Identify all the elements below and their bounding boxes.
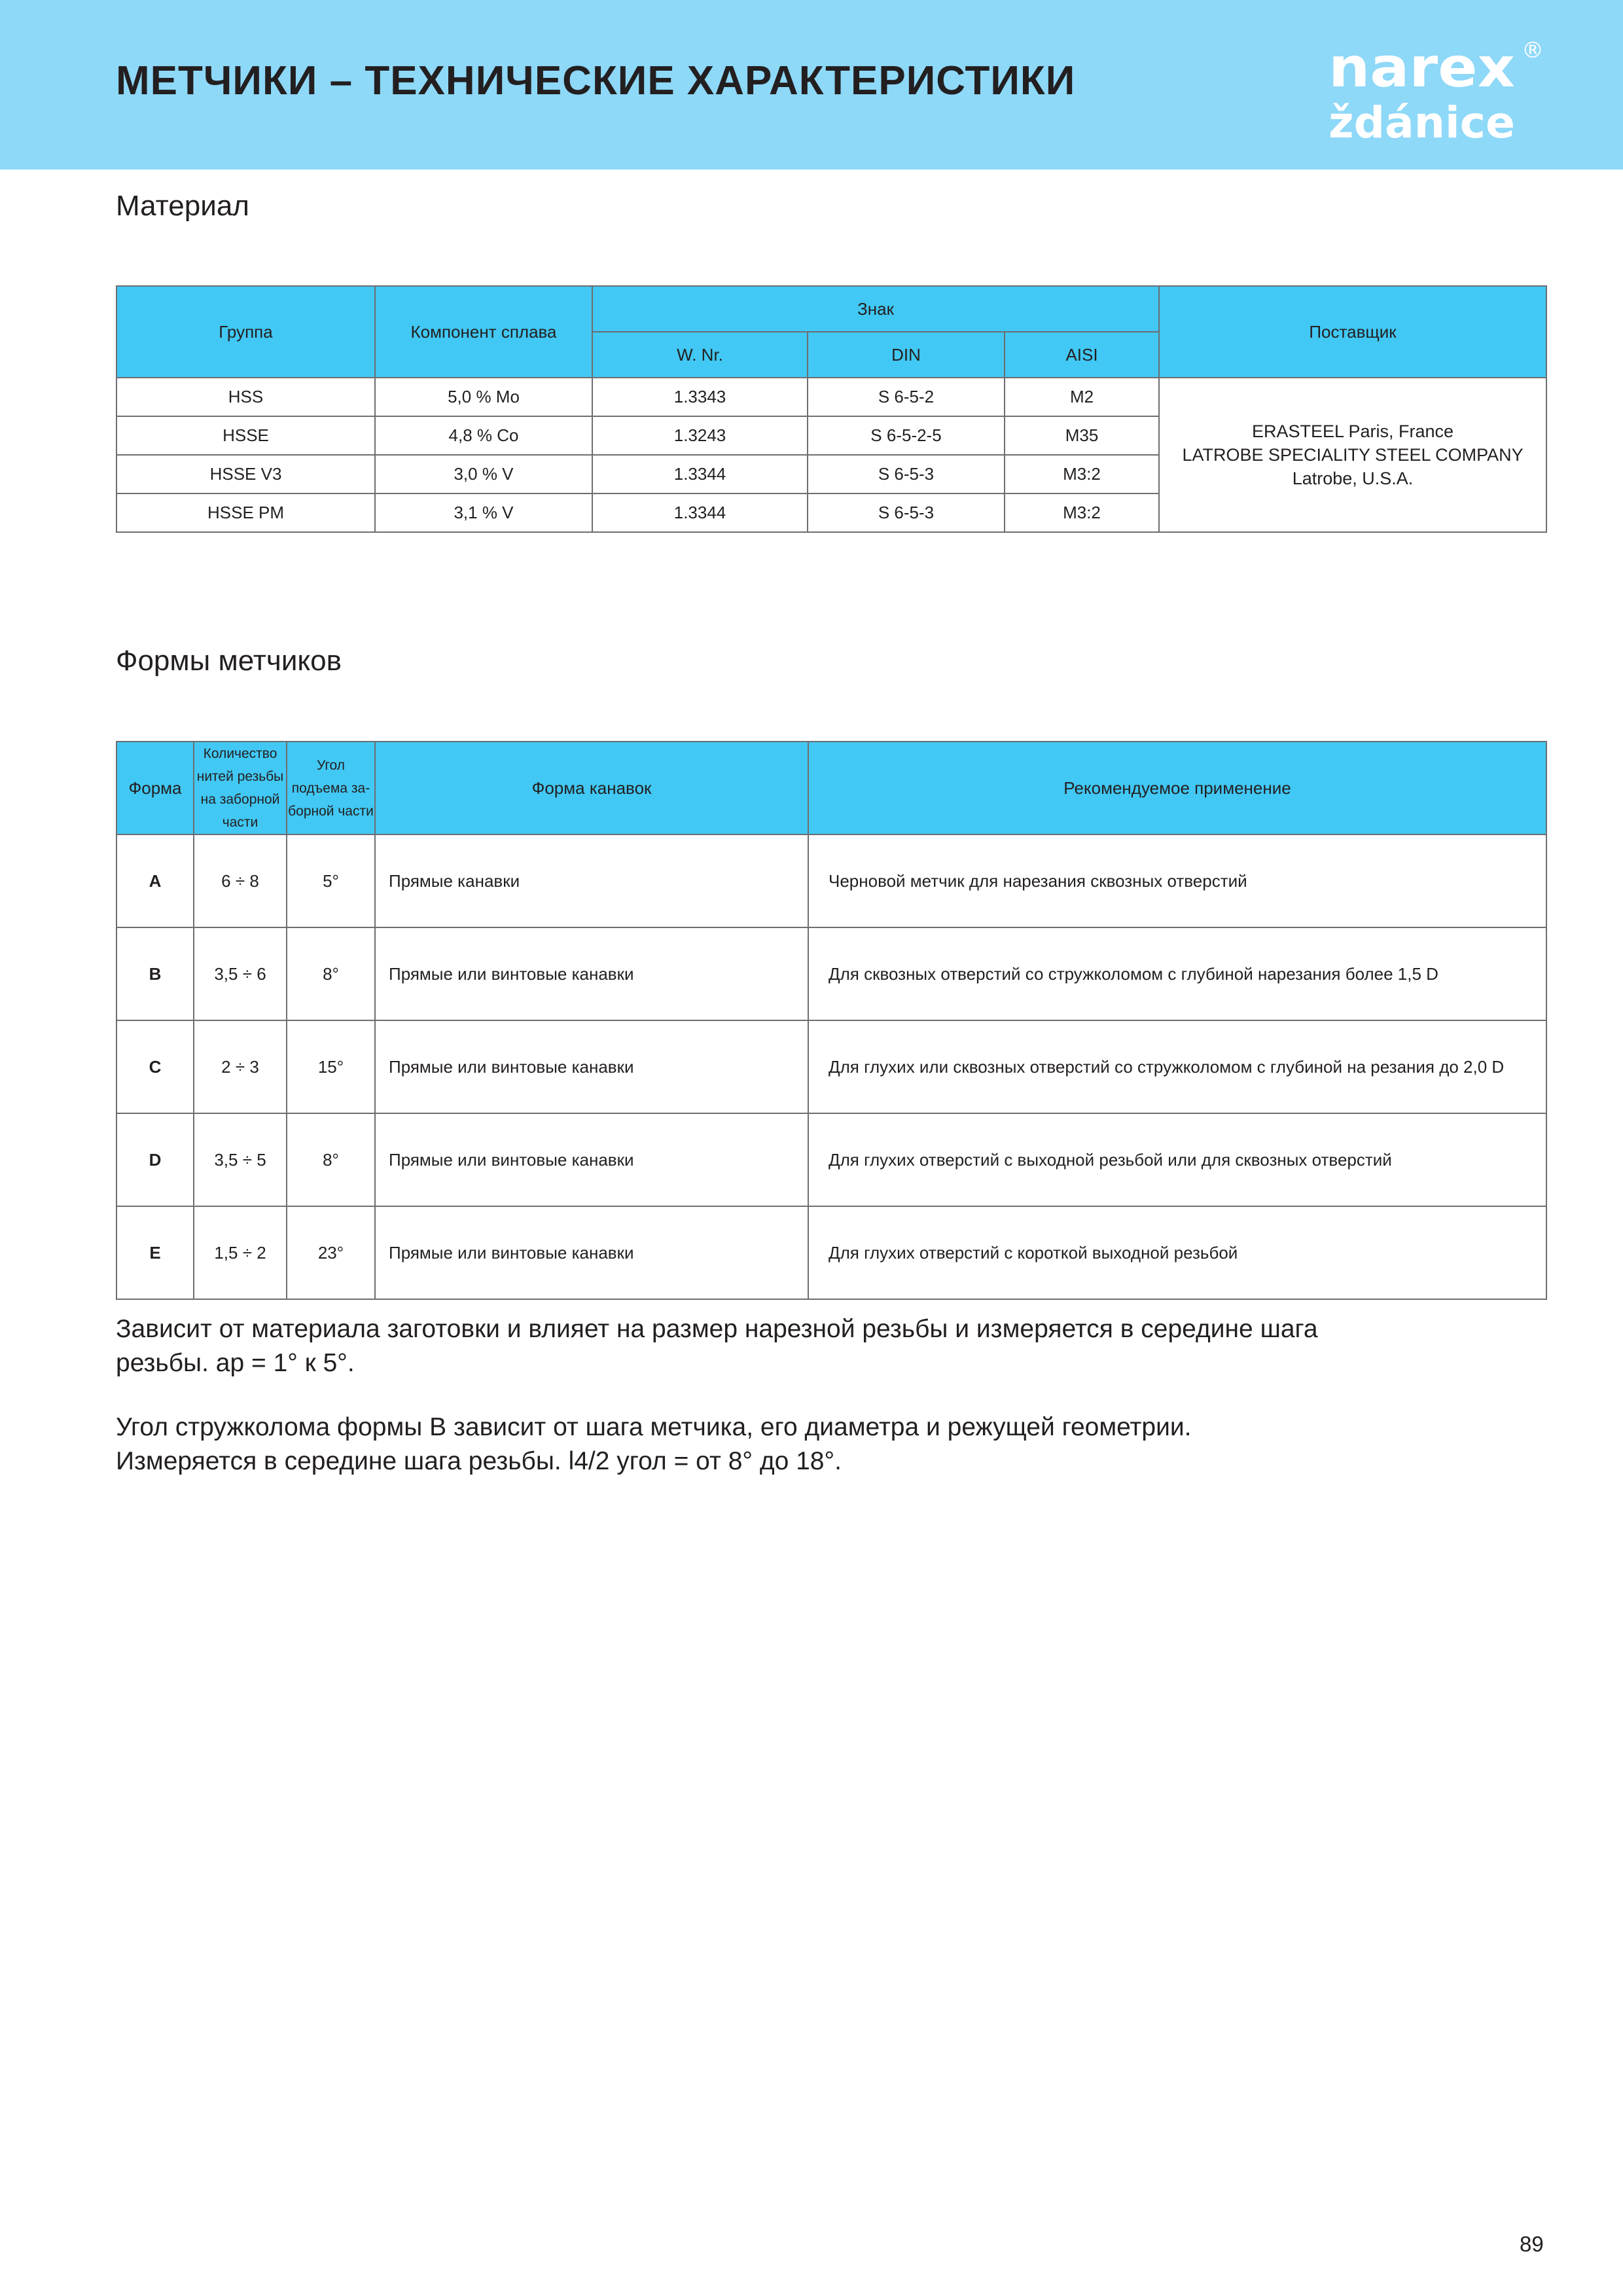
cell-angle: 15° <box>287 1020 375 1113</box>
note-line: Измеряется в середине шага резьбы. l4/2 угол = от 8° до 18°. <box>116 1447 842 1475</box>
logo-word-narex: narex <box>1329 35 1515 99</box>
cell-angle: 5° <box>287 834 375 927</box>
header-threads <box>194 742 287 834</box>
cell-angle: 8° <box>287 1113 375 1206</box>
supplier-line: ERASTEEL Paris, France <box>1251 422 1454 441</box>
note-line: Зависит от материала заготовки и влияет на размер нарезной резьбы и измеряется в середине шага <box>116 1315 1318 1343</box>
header-form: Форма <box>116 742 194 834</box>
cell-alloy: 3,0 % V <box>375 455 592 493</box>
table-row <box>116 1020 1546 1113</box>
header-usage: Рекомендуемое применение <box>808 742 1546 834</box>
header-mark: Знак <box>592 286 1159 332</box>
cell-usage: Для глухих или сквозных отверстий со стружколомом с глубиной на резания до 2,0 D <box>808 1020 1546 1113</box>
cell-wnr: 1.3344 <box>592 493 808 532</box>
cell-flute: Прямые или винтовые канавки <box>375 1206 808 1299</box>
table-row <box>116 378 1546 416</box>
cell-wnr: 1.3243 <box>592 416 808 455</box>
cell-usage: Для глухих отверстий с короткой выходной резьбой <box>808 1206 1546 1299</box>
header-threads-line: Количество <box>203 746 277 761</box>
table-row <box>116 1113 1546 1206</box>
header-angle-line: подъема за- <box>291 780 370 796</box>
header-angle-line: борной части <box>288 803 374 819</box>
cell-alloy: 5,0 % Mo <box>375 378 592 416</box>
header-supplier: Поставщик <box>1159 286 1546 378</box>
narex-zdanice-logo <box>1322 34 1544 145</box>
forms-table <box>116 741 1547 1300</box>
note-line: резьбы. ap = 1° к 5°. <box>116 1349 355 1377</box>
cell-usage: Для сквозных отверстий со стружколомом с глубиной нарезания более 1,5 D <box>808 927 1546 1020</box>
cell-usage: Черновой метчик для нарезания сквозных отверстий <box>808 834 1546 927</box>
header-threads-line: на заборной <box>200 792 280 807</box>
header-threads-line: нитей резьбы <box>196 769 284 784</box>
registered-mark: ® <box>1522 37 1544 63</box>
cell-din: S 6-5-2-5 <box>808 416 1005 455</box>
cell-wnr: 1.3343 <box>592 378 808 416</box>
cell-flute: Прямые или винтовые канавки <box>375 1113 808 1206</box>
table-row <box>116 1206 1546 1299</box>
header-angle <box>287 742 375 834</box>
header-aisi: AISI <box>1005 332 1159 378</box>
section-title-forms: Формы метчиков <box>116 645 342 677</box>
cell-threads: 6 ÷ 8 <box>194 834 287 927</box>
cell-group: HSSE <box>116 416 375 455</box>
cell-din: S 6-5-3 <box>808 493 1005 532</box>
note-paragraph <box>116 1410 1191 1479</box>
cell-form: D <box>116 1113 194 1206</box>
section-title-material: Материал <box>116 190 249 222</box>
cell-angle: 23° <box>287 1206 375 1299</box>
cell-group: HSS <box>116 378 375 416</box>
cell-group: HSSE PM <box>116 493 375 532</box>
cell-threads: 2 ÷ 3 <box>194 1020 287 1113</box>
header-flute: Форма канавок <box>375 742 808 834</box>
cell-aisi: M3:2 <box>1005 455 1159 493</box>
cell-alloy: 3,1 % V <box>375 493 592 532</box>
table-row <box>116 834 1546 927</box>
header-wnr: W. Nr. <box>592 332 808 378</box>
cell-form: B <box>116 927 194 1020</box>
page-title: МЕТЧИКИ – ТЕХНИЧЕСКИЕ ХАРАКТЕРИСТИКИ <box>116 58 1076 103</box>
cell-form: A <box>116 834 194 927</box>
supplier-line: LATROBE SPECIALITY STEEL COMPANY <box>1182 445 1524 465</box>
cell-group: HSSE V3 <box>116 455 375 493</box>
cell-threads: 1,5 ÷ 2 <box>194 1206 287 1299</box>
cell-alloy: 4,8 % Co <box>375 416 592 455</box>
cell-flute: Прямые канавки <box>375 834 808 927</box>
note-paragraph <box>116 1312 1318 1380</box>
cell-din: S 6-5-3 <box>808 455 1005 493</box>
material-table <box>116 285 1547 533</box>
cell-form: E <box>116 1206 194 1299</box>
header-angle-line: Угол <box>316 757 346 773</box>
page-number: 89 <box>1520 2232 1544 2256</box>
cell-flute: Прямые или винтовые канавки <box>375 1020 808 1113</box>
logo-word-zdanice: ždánice <box>1329 98 1515 145</box>
cell-aisi: M3:2 <box>1005 493 1159 532</box>
cell-flute: Прямые или винтовые канавки <box>375 927 808 1020</box>
cell-angle: 8° <box>287 927 375 1020</box>
cell-aisi: M2 <box>1005 378 1159 416</box>
note-line: Угол стружколома формы B зависит от шага метчика, его диаметра и режущей геометрии. <box>116 1413 1192 1441</box>
header-group: Группа <box>116 286 375 378</box>
cell-wnr: 1.3344 <box>592 455 808 493</box>
cell-usage: Для глухих отверстий с выходной резьбой или для сквозных отверстий <box>808 1113 1546 1206</box>
cell-aisi: M35 <box>1005 416 1159 455</box>
header-threads-line: части <box>222 815 259 830</box>
supplier-line: Latrobe, U.S.A. <box>1292 469 1414 488</box>
header-din: DIN <box>808 332 1005 378</box>
cell-supplier <box>1159 378 1546 532</box>
cell-threads: 3,5 ÷ 6 <box>194 927 287 1020</box>
cell-form: C <box>116 1020 194 1113</box>
cell-din: S 6-5-2 <box>808 378 1005 416</box>
cell-threads: 3,5 ÷ 5 <box>194 1113 287 1206</box>
table-row <box>116 927 1546 1020</box>
header-alloy: Компонент сплава <box>375 286 592 378</box>
